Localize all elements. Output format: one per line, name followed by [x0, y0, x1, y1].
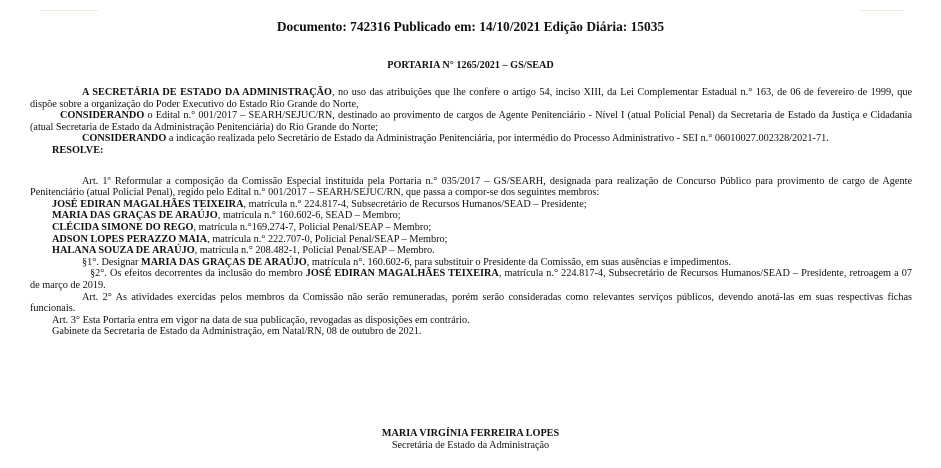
paragraph-2 — [30, 268, 912, 291]
considerando-1-label: CONSIDERANDO — [60, 110, 145, 122]
authority-text: , no uso das atribuições que lhe confere o artigo 54, inciso XIII, da Lei Complementar Estadual n.° 163, de 06 de fevereiro de 1999, que dispõe sobre a organização do Poder Executivo do Estado Rio Grande do Norte, — [30, 87, 912, 110]
resolve-heading: RESOLVE: — [52, 144, 104, 156]
preamble-authority — [30, 87, 912, 110]
article-2: Art. 2° As atividades exercidas pelos membros da Comissão não serão remuneradas, porém serão consideradas como relevantes serviços públicos, devendo anotá-las em suas respectivas fichas funcionais. — [30, 291, 912, 315]
member-name: JOSÉ EDIRAN MAGALHÃES TEIXEIRA — [52, 198, 244, 210]
article-3: Art. 3° Esta Portaria entra em vigor na data de sua publicação, revogadas as disposições em contrário. — [52, 314, 470, 326]
paragraph-1 — [52, 257, 912, 269]
considerando-2-text: a indicação realizada pelo Secretário de Estado da Administração Penitenciária, por intermédio do Processo Administrativo - SEI n.° 06010027.002328/2021-71. — [166, 133, 829, 145]
paragraph-2-text-a: §2°. Os efeitos decorrentes da inclusão do membro — [90, 268, 306, 280]
signature-role: Secretária de Estado da Administração — [391, 440, 550, 451]
portaria-title: PORTARIA N° 1265/2021 – GS/SEAD — [387, 60, 554, 71]
document-body — [30, 87, 912, 338]
member-detail: , matrícula n.°169.274-7, Policial Penal/SEAP – Membro; — [193, 221, 432, 233]
considerando-2-label: CONSIDERANDO — [82, 133, 167, 145]
member-item — [52, 245, 912, 257]
authority-name: A SECRETÁRIA DE ESTADO DA ADMINISTRAÇÃO — [82, 87, 333, 98]
top-rule-left — [40, 10, 98, 11]
considerando-1-text: o Edital n.° 001/2017 – SEARH/SEJUC/RN, destinado ao provimento de cargos de Agente Penitenciário - Nível I (atual Policial Penal) da Secretaria de Estado da Justiça e Cidadania (atual Secretaria de Estado da Administração Penitenciária) do Rio Grande do Norte; — [30, 110, 912, 133]
member-detail: , matrícula n.° 208.482-1, Policial Penal/SEAP – Membro. — [194, 245, 435, 257]
member-name: MARIA DAS GRAÇAS DE ARAÚJO — [52, 210, 218, 222]
member-item — [52, 234, 912, 246]
paragraph-1-text-b: , matrícula n°. 160.602-6, para substituir o Presidente da Comissão, em suas ausências e impedimentos. — [306, 256, 732, 268]
member-detail: , matrícula n.° 160.602-6, SEAD – Membro; — [217, 210, 401, 222]
closing-line: Gabinete da Secretaria de Estado da Administração, em Natal/RN, 08 de outubro de 2021. — [52, 326, 422, 338]
member-item — [52, 199, 912, 211]
member-item — [52, 210, 912, 222]
member-item — [52, 222, 912, 234]
document-header: Documento: 742316 Publicado em: 14/10/2021 Edição Diária: 15035 — [276, 19, 665, 34]
member-detail: , matrícula n.° 224.817-4, Subsecretário de Recursos Humanos/SEAD – Presidente; — [243, 198, 587, 210]
top-rule-right — [858, 10, 904, 11]
paragraph-1-text-a: §1°. Designar — [82, 256, 142, 268]
member-name: HALANA SOUZA DE ARAÚJO — [52, 245, 195, 257]
paragraph-2-text-b: , matrícula n.° 224.817-4, Subsecretário de Recursos Humanos/SEAD – Presidente, retroagem a 07 de março de 2019. — [30, 268, 913, 291]
considerando-1 — [30, 110, 912, 133]
member-detail: , matrícula n.° 222.707-0, Policial Penal/SEAP – Membro; — [207, 233, 448, 245]
signature-name: MARIA VIRGÍNIA FERREIRA LOPES — [381, 428, 560, 439]
member-name: ADSON LOPES PERAZZO MAIA — [52, 233, 208, 245]
paragraph-1-name: MARIA DAS GRAÇAS DE ARAÚJO — [141, 256, 307, 268]
member-name: CLÉCIDA SIMONE DO REGO — [52, 221, 194, 233]
considerando-2 — [30, 133, 912, 145]
article-1: Art. 1º Reformular a composição da Comissão Especial instituída pela Portaria n.° 035/2017 – GS/SEARH, designada para realização de Concurso Público para provimento de cargo de Agente Penitenciário (atual Policial Penal), regido pelo Edital n.° 001/2017 – SEARH/SEJUC/RN, que passa a compor-se dos seguintes membros: — [30, 175, 912, 199]
paragraph-2-name: JOSÉ EDIRAN MAGALHÃES TEIXEIRA — [305, 268, 499, 280]
